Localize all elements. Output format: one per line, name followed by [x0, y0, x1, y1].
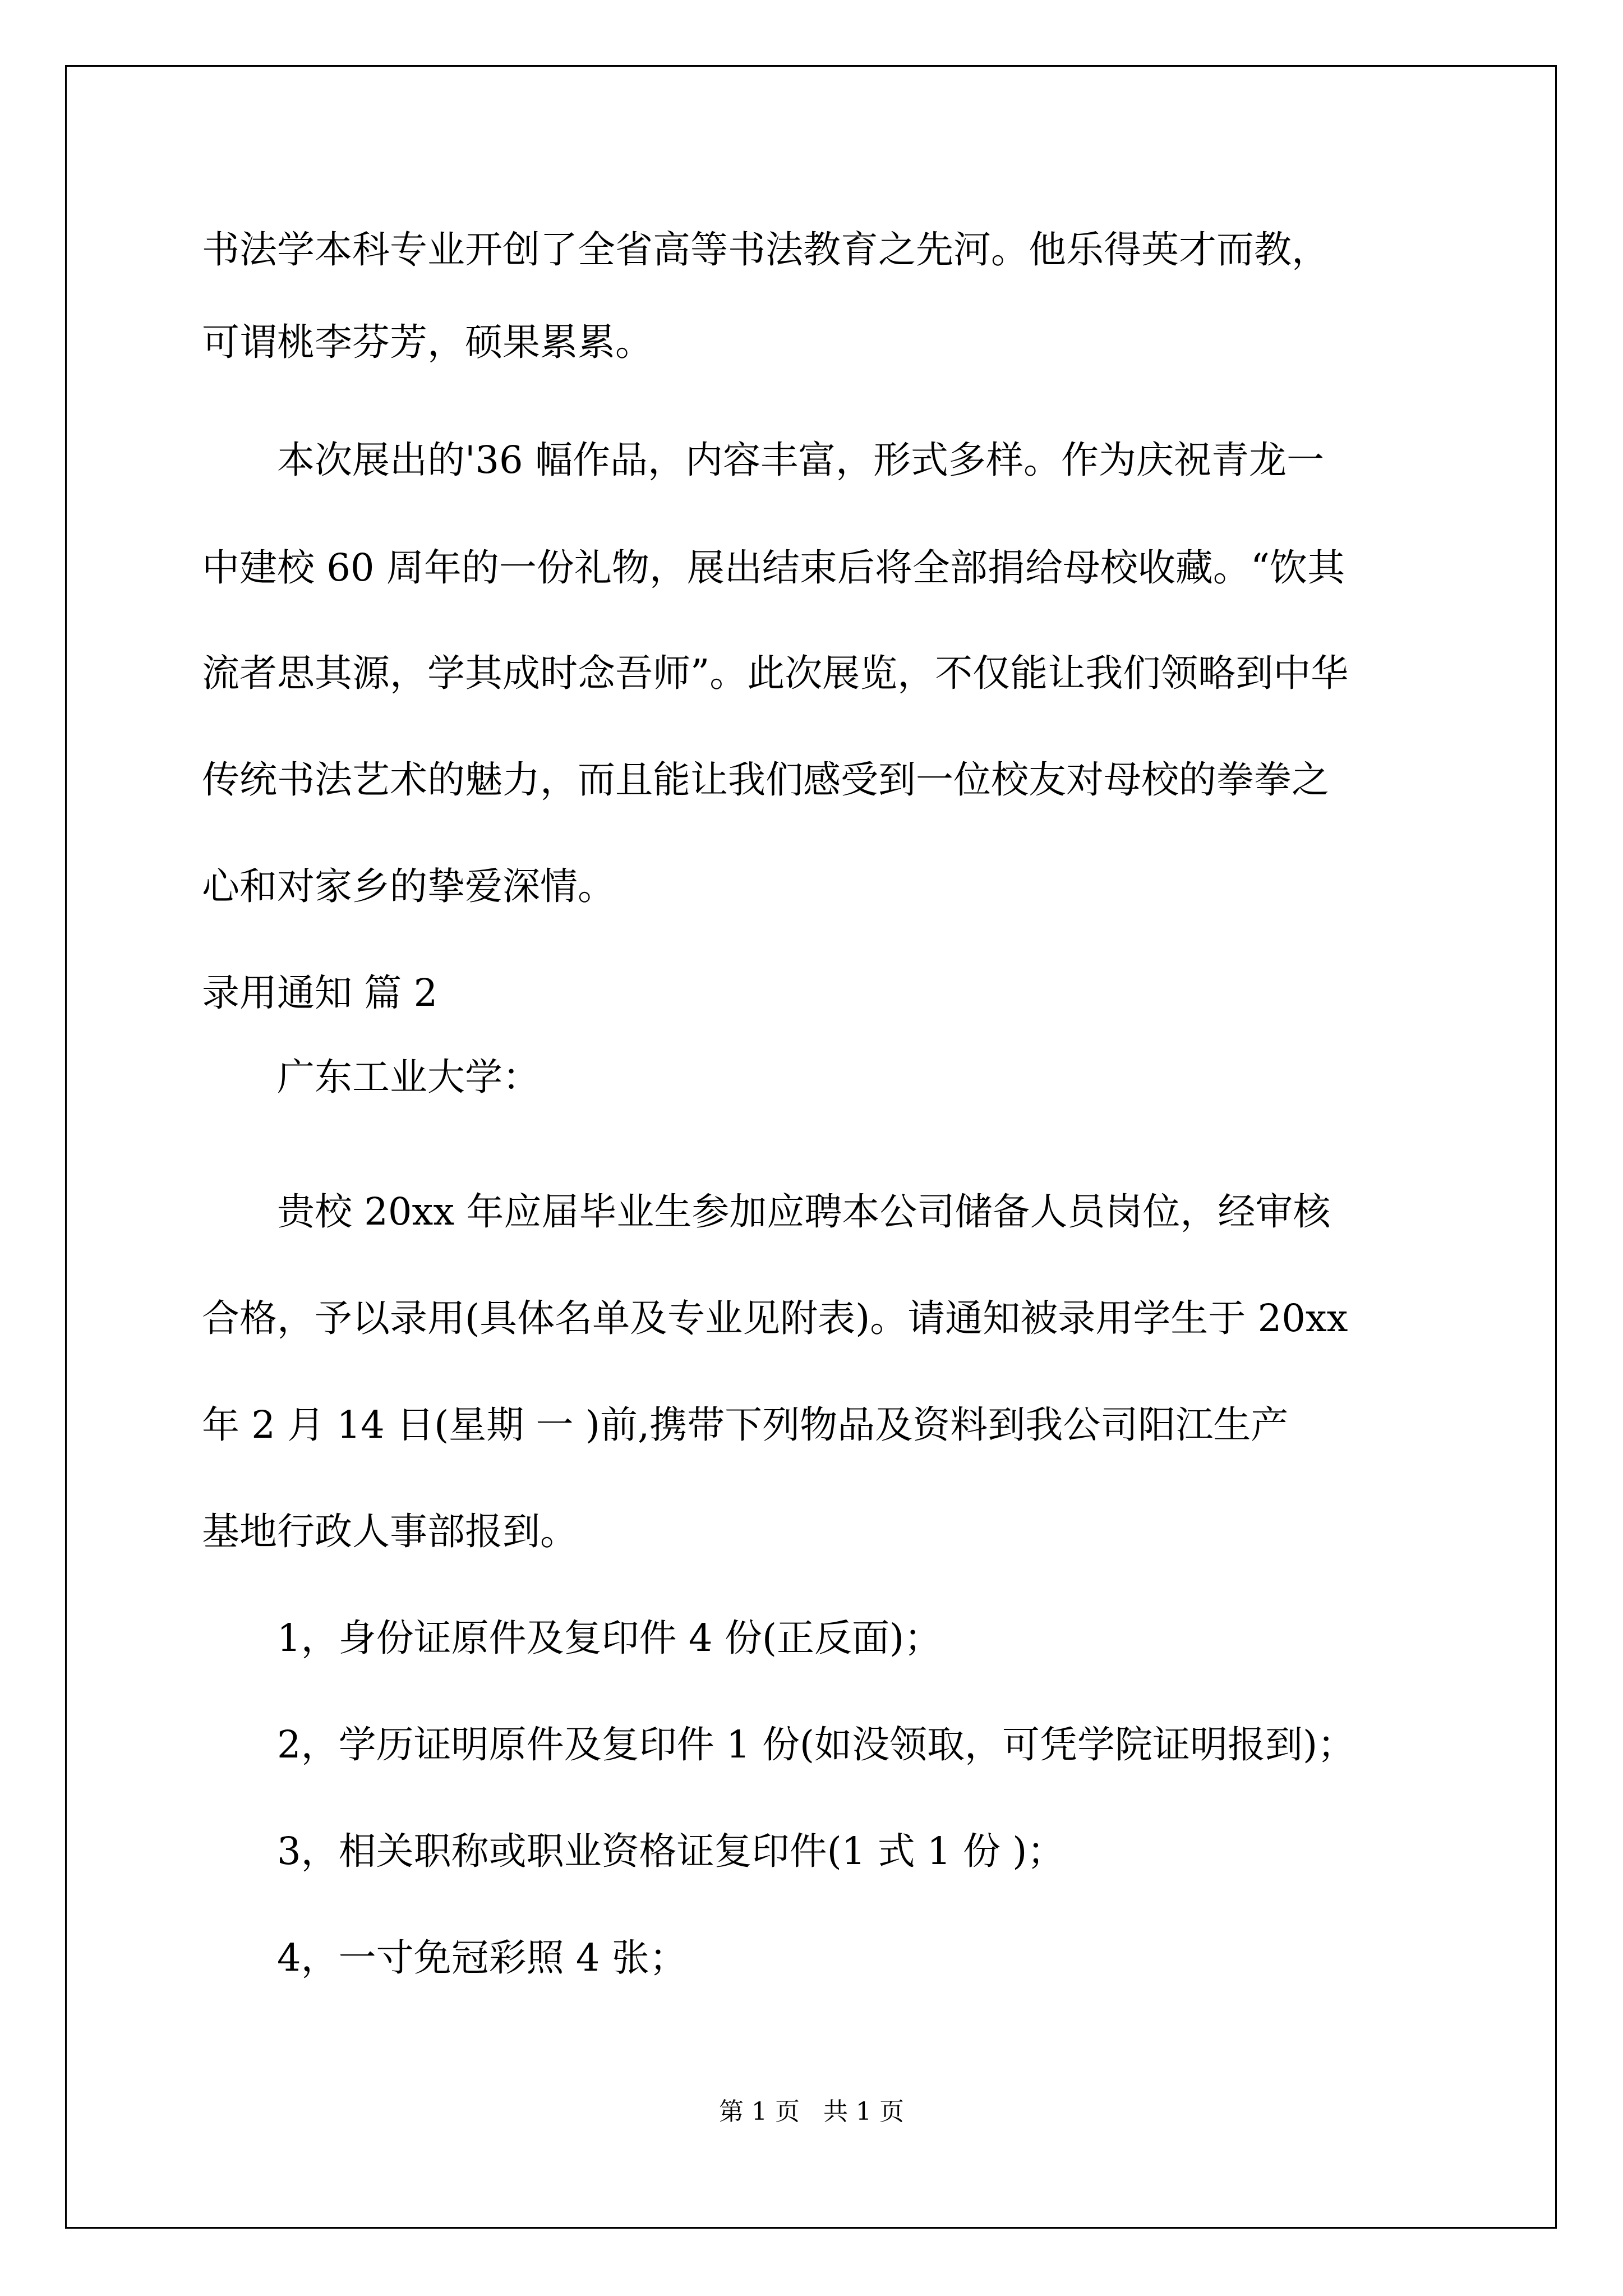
list-item-3: 3，相关职称或职业资格证复印件(1 式 1 份 )；	[277, 1829, 1065, 1873]
list-item-4: 4，一寸免冠彩照 4 张；	[277, 1936, 687, 1980]
page-frame	[65, 65, 1557, 2229]
paragraph-2-line-2: 中建校 60 周年的一份礼物，展出结束后将全部捐给母校收藏。“饮其	[202, 546, 1345, 590]
paragraph-2-line-3: 流者思其源，学其成时念吾师”。此次展览，不仅能让我们领略到中华	[202, 651, 1349, 695]
paragraph-3-line-1: 贵校 20xx 年应届毕业生参加应聘本公司储备人员岗位，经审核	[277, 1190, 1331, 1234]
section-heading: 录用通知 篇 2	[202, 971, 438, 1015]
paragraph-2-line-4: 传统书法艺术的魅力，而且能让我们感受到一位校友对母校的拳拳之	[202, 758, 1329, 802]
paragraph-1-line-2: 可谓桃李芬芳，硕果累累。	[202, 320, 653, 364]
page-number-footer: 第 1 页 共 1 页	[719, 2097, 904, 2126]
paragraph-1-line-1: 书法学本科专业开创了全省高等书法教育之先河。他乐得英才而教，	[202, 228, 1329, 272]
paragraph-2-line-1: 本次展出的'36 幅作品，内容丰富，形式多样。作为庆祝青龙一	[277, 438, 1324, 482]
paragraph-3-line-4: 基地行政人事部报到。	[202, 1510, 578, 1553]
paragraph-2-line-5: 心和对家乡的挚爱深情。	[202, 864, 615, 908]
paragraph-3-line-3: 年 2 月 14 日(星期 一 )前,携带下列物品及资料到我公司阳江生产	[202, 1403, 1289, 1447]
paragraph-3-line-2: 合格，予以录用(具体名单及专业见附表)。请通知被录用学生于 20xx	[202, 1296, 1348, 1340]
salutation: 广东工业大学：	[277, 1055, 540, 1099]
list-item-1: 1，身份证原件及复印件 4 份(正反面)；	[277, 1616, 942, 1660]
list-item-2: 2，学历证明原件及复印件 1 份(如没领取，可凭学院证明报到)；	[277, 1723, 1355, 1766]
